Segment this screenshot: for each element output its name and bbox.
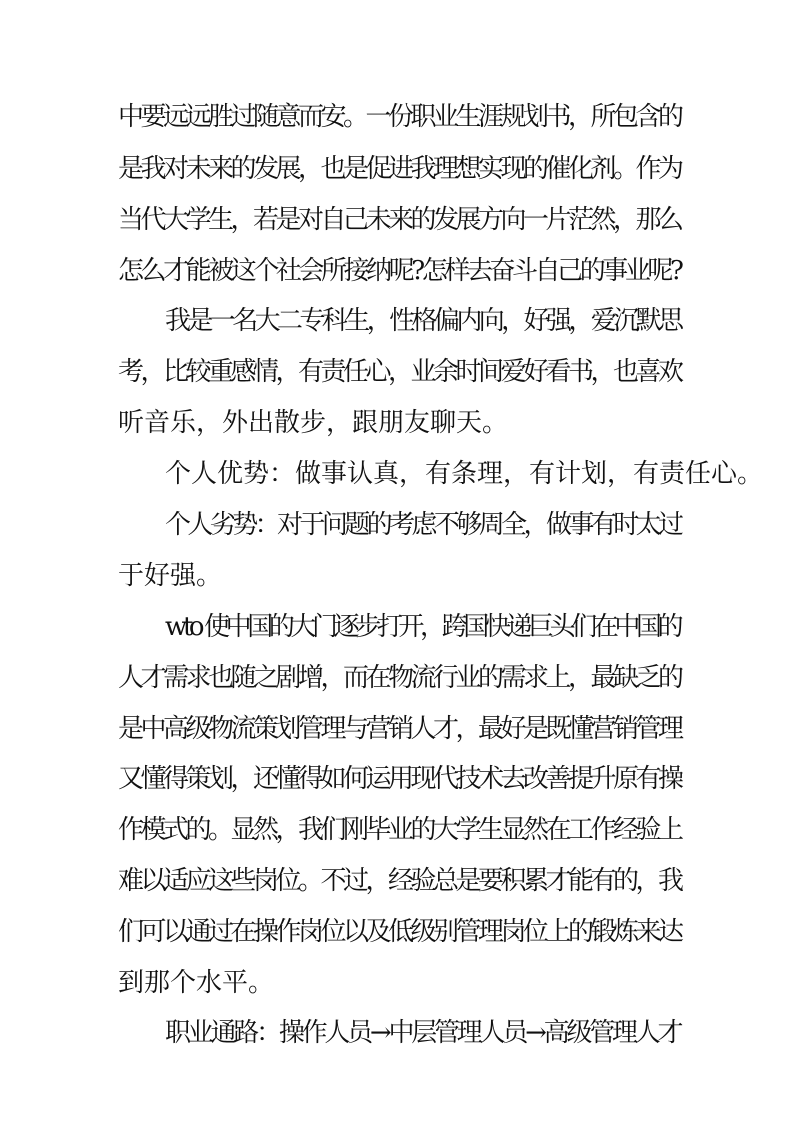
text-line: 人才需求也随之剧增，而在物流行业的需求上，最缺乏的: [118, 663, 681, 693]
text-line: 是中高级物流策划管理与营销人才，最好是既懂营销管理: [118, 714, 681, 744]
text-line: 中要远远胜过随意而安。一份职业生涯规划书，所包含的: [118, 102, 681, 132]
text-line: 们可以通过在操作岗位以及低级别管理岗位上的锻炼来达: [118, 917, 681, 947]
text-line: 到那个水平。: [118, 968, 275, 998]
text-line: 个人劣势：对于问题的考虑不够周全，做事有时太过: [165, 510, 681, 540]
text-line: 怎么才能被这个社会所接纳呢?怎样去奋斗自己的事业呢?: [118, 256, 681, 286]
text-line: 听音乐，外出散步，跟朋友聊天。: [118, 408, 509, 438]
text-line: 作模式的。显然，我们刚毕业的大学生显然在工作经验上: [118, 815, 681, 845]
text-line: 当代大学生，若是对自己未来的发展方向一片茫然，那么: [118, 205, 681, 235]
text-line: 考，比较重感情，有责任心，业余时间爱好看书，也喜欢: [118, 357, 681, 387]
text-line: 难以适应这些岗位。不过，经验总是要积累才能有的，我: [118, 866, 681, 896]
text-line: 是我对未来的发展，也是促进我理想实现的催化剂。作为: [118, 154, 681, 184]
text-line: 个人优势：做事认真，有条理，有计划，有责任心。: [165, 459, 764, 489]
text-line: wto 使中国的大门逐步打开，跨国快递巨头们在中国的: [165, 612, 680, 642]
text-line: 我是一名大二专科生，性格偏内向，好强，爱沉默思: [165, 306, 681, 336]
text-line: 于好强。: [118, 561, 223, 591]
text-line: 又懂得策划，还懂得如何运用现代技术去改善提升原有操: [118, 764, 681, 794]
text-line: 职业通路：操作人员→中层管理人员→高级管理人才: [165, 1018, 681, 1048]
